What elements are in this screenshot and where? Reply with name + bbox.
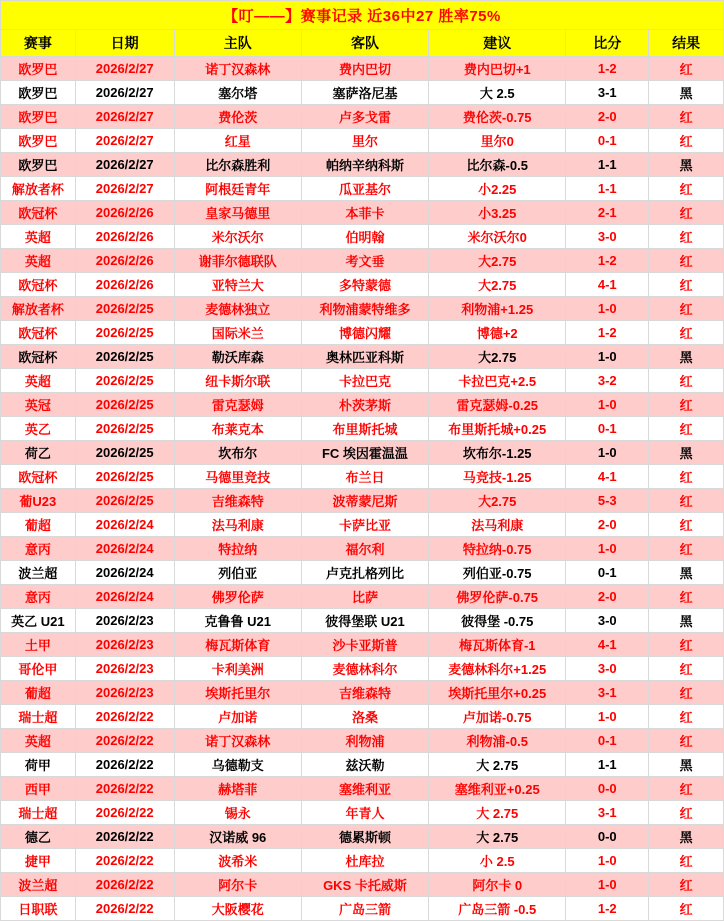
- cell-date: 2026/2/26: [75, 225, 174, 249]
- table-row: [1, 249, 724, 273]
- cell-advice: 比尔森-0.5: [429, 153, 566, 177]
- cell-home: 马德里竞技: [174, 465, 301, 489]
- cell-score: 0-0: [566, 825, 649, 849]
- cell-result: 红: [649, 321, 724, 345]
- cell-home: 比尔森胜利: [174, 153, 301, 177]
- table-row: [1, 105, 724, 129]
- cell-home: 坎布尔: [174, 441, 301, 465]
- cell-advice: 法马利康: [429, 513, 566, 537]
- cell-home: 布莱克本: [174, 417, 301, 441]
- cell-advice: 里尔0: [429, 129, 566, 153]
- cell-score: 4-1: [566, 465, 649, 489]
- cell-result: 红: [649, 537, 724, 561]
- cell-score: 2-0: [566, 585, 649, 609]
- cell-date: 2026/2/22: [75, 753, 174, 777]
- cell-home: 国际米兰: [174, 321, 301, 345]
- table-row: [1, 201, 724, 225]
- cell-home: 佛罗伦萨: [174, 585, 301, 609]
- cell-home: 谢菲尔德联队: [174, 249, 301, 273]
- table-row: [1, 657, 724, 681]
- cell-advice: 大 2.75: [429, 825, 566, 849]
- cell-date: 2026/2/25: [75, 489, 174, 513]
- cell-league: 英乙: [1, 417, 76, 441]
- cell-score: 2-1: [566, 201, 649, 225]
- cell-league: 欧冠杯: [1, 465, 76, 489]
- cell-date: 2026/2/24: [75, 537, 174, 561]
- cell-date: 2026/2/23: [75, 681, 174, 705]
- cell-result: 红: [649, 513, 724, 537]
- cell-league: 欧罗巴: [1, 105, 76, 129]
- cell-result: 红: [649, 801, 724, 825]
- cell-advice: 佛罗伦萨-0.75: [429, 585, 566, 609]
- cell-score: 1-0: [566, 873, 649, 897]
- cell-date: 2026/2/22: [75, 873, 174, 897]
- cell-date: 2026/2/22: [75, 849, 174, 873]
- cell-advice: 小 2.5: [429, 849, 566, 873]
- cell-away: 卢克扎格列比: [301, 561, 428, 585]
- cell-date: 2026/2/22: [75, 777, 174, 801]
- cell-score: 1-0: [566, 393, 649, 417]
- table-row: [1, 273, 724, 297]
- cell-away: 比萨: [301, 585, 428, 609]
- cell-league: 英超: [1, 369, 76, 393]
- cell-away: 本菲卡: [301, 201, 428, 225]
- table-row: [1, 129, 724, 153]
- column-header-home: 主队: [174, 30, 301, 57]
- cell-result: 红: [649, 225, 724, 249]
- cell-advice: 利物浦+1.25: [429, 297, 566, 321]
- cell-home: 勒沃库森: [174, 345, 301, 369]
- cell-advice: 费内巴切+1: [429, 57, 566, 81]
- cell-advice: 埃斯托里尔+0.25: [429, 681, 566, 705]
- cell-result: 红: [649, 369, 724, 393]
- cell-league: 欧冠杯: [1, 345, 76, 369]
- cell-date: 2026/2/24: [75, 513, 174, 537]
- cell-advice: 梅瓦斯体育-1: [429, 633, 566, 657]
- cell-away: 奥林匹亚科斯: [301, 345, 428, 369]
- cell-advice: 卡拉巴克+2.5: [429, 369, 566, 393]
- cell-result: 红: [649, 105, 724, 129]
- cell-date: 2026/2/25: [75, 465, 174, 489]
- cell-league: 瑞士超: [1, 801, 76, 825]
- cell-league: 葡超: [1, 513, 76, 537]
- table-row: [1, 825, 724, 849]
- cell-date: 2026/2/25: [75, 345, 174, 369]
- cell-result: 黑: [649, 345, 724, 369]
- column-header-result: 结果: [649, 30, 724, 57]
- cell-home: 费伦茨: [174, 105, 301, 129]
- cell-result: 红: [649, 849, 724, 873]
- cell-league: 解放者杯: [1, 297, 76, 321]
- cell-advice: 大2.75: [429, 249, 566, 273]
- cell-score: 4-1: [566, 273, 649, 297]
- cell-league: 欧罗巴: [1, 57, 76, 81]
- cell-result: 红: [649, 249, 724, 273]
- cell-league: 欧冠杯: [1, 321, 76, 345]
- cell-away: 利物浦: [301, 729, 428, 753]
- cell-away: 博德闪耀: [301, 321, 428, 345]
- table-row: [1, 465, 724, 489]
- cell-home: 卡利美洲: [174, 657, 301, 681]
- table-row: [1, 777, 724, 801]
- cell-score: 1-0: [566, 537, 649, 561]
- cell-score: 1-2: [566, 57, 649, 81]
- table-row: [1, 681, 724, 705]
- column-header-away: 客队: [301, 30, 428, 57]
- cell-away: 多特蒙德: [301, 273, 428, 297]
- cell-league: 葡超: [1, 681, 76, 705]
- cell-score: 1-1: [566, 753, 649, 777]
- cell-home: 埃斯托里尔: [174, 681, 301, 705]
- cell-home: 诺丁汉森林: [174, 729, 301, 753]
- cell-advice: 大 2.75: [429, 753, 566, 777]
- cell-date: 2026/2/22: [75, 825, 174, 849]
- cell-score: 0-1: [566, 129, 649, 153]
- cell-advice: 阿尔卡 0: [429, 873, 566, 897]
- cell-away: 沙卡亚斯普: [301, 633, 428, 657]
- cell-home: 麦德林独立: [174, 297, 301, 321]
- cell-advice: 小2.25: [429, 177, 566, 201]
- cell-league: 英超: [1, 729, 76, 753]
- cell-away: 卡拉巴克: [301, 369, 428, 393]
- cell-league: 哥伦甲: [1, 657, 76, 681]
- cell-home: 米尔沃尔: [174, 225, 301, 249]
- cell-advice: 大 2.5: [429, 81, 566, 105]
- table-row: [1, 153, 724, 177]
- cell-home: 皇家马德里: [174, 201, 301, 225]
- cell-date: 2026/2/22: [75, 801, 174, 825]
- cell-advice: 坎布尔-1.25: [429, 441, 566, 465]
- cell-league: 瑞士超: [1, 705, 76, 729]
- cell-advice: 塞维利亚+0.25: [429, 777, 566, 801]
- table-row: [1, 489, 724, 513]
- cell-home: 雷克瑟姆: [174, 393, 301, 417]
- cell-result: 红: [649, 873, 724, 897]
- cell-home: 克鲁鲁 U21: [174, 609, 301, 633]
- cell-home: 锡永: [174, 801, 301, 825]
- cell-league: 波兰超: [1, 873, 76, 897]
- cell-score: 1-1: [566, 153, 649, 177]
- table-row: [1, 705, 724, 729]
- cell-result: 红: [649, 777, 724, 801]
- cell-away: 布兰日: [301, 465, 428, 489]
- cell-league: 日职联: [1, 897, 76, 921]
- cell-away: 瓜亚基尔: [301, 177, 428, 201]
- cell-date: 2026/2/25: [75, 393, 174, 417]
- cell-away: 彼得堡联 U21: [301, 609, 428, 633]
- cell-result: 黑: [649, 561, 724, 585]
- cell-advice: 利物浦-0.5: [429, 729, 566, 753]
- cell-advice: 大2.75: [429, 489, 566, 513]
- cell-league: 土甲: [1, 633, 76, 657]
- cell-away: GKS 卡托威斯: [301, 873, 428, 897]
- cell-league: 荷乙: [1, 441, 76, 465]
- cell-score: 2-0: [566, 105, 649, 129]
- cell-league: 英冠: [1, 393, 76, 417]
- cell-score: 1-2: [566, 249, 649, 273]
- cell-score: 1-0: [566, 345, 649, 369]
- cell-score: 1-2: [566, 897, 649, 921]
- cell-advice: 费伦茨-0.75: [429, 105, 566, 129]
- cell-league: 英超: [1, 249, 76, 273]
- cell-advice: 小3.25: [429, 201, 566, 225]
- cell-home: 吉维森特: [174, 489, 301, 513]
- cell-result: 黑: [649, 441, 724, 465]
- table-header-row: [1, 30, 724, 57]
- cell-date: 2026/2/26: [75, 273, 174, 297]
- table-row: [1, 537, 724, 561]
- cell-league: 荷甲: [1, 753, 76, 777]
- cell-home: 法马利康: [174, 513, 301, 537]
- cell-date: 2026/2/22: [75, 705, 174, 729]
- column-header-date: 日期: [75, 30, 174, 57]
- cell-date: 2026/2/24: [75, 561, 174, 585]
- sheet-title-row: [1, 1, 724, 30]
- table-row: [1, 609, 724, 633]
- cell-away: 年青人: [301, 801, 428, 825]
- cell-result: 红: [649, 657, 724, 681]
- cell-result: 红: [649, 201, 724, 225]
- cell-date: 2026/2/23: [75, 609, 174, 633]
- cell-advice: 大 2.75: [429, 801, 566, 825]
- cell-date: 2026/2/25: [75, 417, 174, 441]
- cell-score: 3-0: [566, 609, 649, 633]
- cell-result: 红: [649, 897, 724, 921]
- cell-date: 2026/2/22: [75, 897, 174, 921]
- cell-home: 亚特兰大: [174, 273, 301, 297]
- cell-score: 3-1: [566, 801, 649, 825]
- cell-score: 1-2: [566, 321, 649, 345]
- cell-advice: 彼得堡 -0.75: [429, 609, 566, 633]
- cell-result: 红: [649, 681, 724, 705]
- cell-advice: 布里斯托城+0.25: [429, 417, 566, 441]
- cell-score: 2-0: [566, 513, 649, 537]
- cell-date: 2026/2/27: [75, 57, 174, 81]
- cell-score: 1-0: [566, 849, 649, 873]
- cell-home: 梅瓦斯体育: [174, 633, 301, 657]
- cell-league: 葡U23: [1, 489, 76, 513]
- cell-result: 红: [649, 585, 724, 609]
- column-header-score: 比分: [566, 30, 649, 57]
- cell-league: 德乙: [1, 825, 76, 849]
- cell-advice: 麦德林科尔+1.25: [429, 657, 566, 681]
- cell-away: 里尔: [301, 129, 428, 153]
- cell-home: 阿尔卡: [174, 873, 301, 897]
- table-row: [1, 753, 724, 777]
- table-row: [1, 873, 724, 897]
- cell-date: 2026/2/23: [75, 657, 174, 681]
- cell-date: 2026/2/23: [75, 633, 174, 657]
- cell-league: 意丙: [1, 537, 76, 561]
- cell-result: 红: [649, 489, 724, 513]
- table-row: [1, 393, 724, 417]
- column-header-advice: 建议: [429, 30, 566, 57]
- cell-result: 红: [649, 129, 724, 153]
- cell-date: 2026/2/27: [75, 177, 174, 201]
- cell-advice: 雷克瑟姆-0.25: [429, 393, 566, 417]
- column-header-league: 赛事: [1, 30, 76, 57]
- cell-date: 2026/2/27: [75, 129, 174, 153]
- cell-away: 帕纳辛纳科斯: [301, 153, 428, 177]
- cell-away: 吉维森特: [301, 681, 428, 705]
- cell-home: 纽卡斯尔联: [174, 369, 301, 393]
- cell-score: 3-1: [566, 681, 649, 705]
- cell-score: 0-1: [566, 561, 649, 585]
- cell-home: 红星: [174, 129, 301, 153]
- cell-date: 2026/2/22: [75, 729, 174, 753]
- cell-result: 黑: [649, 81, 724, 105]
- table-row: [1, 57, 724, 81]
- cell-away: 广岛三箭: [301, 897, 428, 921]
- cell-away: 德累斯顿: [301, 825, 428, 849]
- cell-away: 塞萨洛尼基: [301, 81, 428, 105]
- cell-score: 3-0: [566, 225, 649, 249]
- cell-league: 欧罗巴: [1, 81, 76, 105]
- cell-away: 洛桑: [301, 705, 428, 729]
- table-row: [1, 849, 724, 873]
- table-row: [1, 897, 724, 921]
- page-title: 【叮——】赛事记录 近36中27 胜率75%: [1, 1, 724, 30]
- cell-score: 1-0: [566, 297, 649, 321]
- cell-away: 波蒂蒙尼斯: [301, 489, 428, 513]
- cell-home: 诺丁汉森林: [174, 57, 301, 81]
- table-row: [1, 801, 724, 825]
- cell-result: 红: [649, 273, 724, 297]
- cell-home: 赫塔菲: [174, 777, 301, 801]
- cell-home: 列伯亚: [174, 561, 301, 585]
- cell-away: 卢多戈雷: [301, 105, 428, 129]
- cell-away: 考文垂: [301, 249, 428, 273]
- table-row: [1, 297, 724, 321]
- table-row: [1, 585, 724, 609]
- cell-result: 红: [649, 417, 724, 441]
- cell-score: 4-1: [566, 633, 649, 657]
- cell-away: 利物浦蒙特维多: [301, 297, 428, 321]
- cell-home: 波希米: [174, 849, 301, 873]
- cell-league: 欧罗巴: [1, 153, 76, 177]
- cell-result: 红: [649, 465, 724, 489]
- cell-score: 3-1: [566, 81, 649, 105]
- cell-score: 3-0: [566, 657, 649, 681]
- cell-date: 2026/2/27: [75, 105, 174, 129]
- cell-date: 2026/2/25: [75, 369, 174, 393]
- cell-score: 1-0: [566, 441, 649, 465]
- cell-home: 特拉纳: [174, 537, 301, 561]
- cell-away: FC 埃因霍温温: [301, 441, 428, 465]
- cell-date: 2026/2/25: [75, 321, 174, 345]
- cell-home: 塞尔塔: [174, 81, 301, 105]
- cell-league: 波兰超: [1, 561, 76, 585]
- cell-away: 朴茨茅斯: [301, 393, 428, 417]
- cell-advice: 广岛三箭 -0.5: [429, 897, 566, 921]
- cell-result: 黑: [649, 753, 724, 777]
- cell-away: 布里斯托城: [301, 417, 428, 441]
- cell-home: 卢加诺: [174, 705, 301, 729]
- cell-result: 黑: [649, 153, 724, 177]
- cell-result: 红: [649, 393, 724, 417]
- cell-home: 乌德勒支: [174, 753, 301, 777]
- cell-date: 2026/2/24: [75, 585, 174, 609]
- cell-advice: 特拉纳-0.75: [429, 537, 566, 561]
- cell-away: 兹沃勒: [301, 753, 428, 777]
- cell-score: 1-0: [566, 705, 649, 729]
- cell-score: 0-1: [566, 729, 649, 753]
- cell-result: 红: [649, 57, 724, 81]
- cell-advice: 大2.75: [429, 273, 566, 297]
- cell-away: 伯明翰: [301, 225, 428, 249]
- cell-date: 2026/2/27: [75, 81, 174, 105]
- cell-advice: 卢加诺-0.75: [429, 705, 566, 729]
- cell-home: 汉诺威 96: [174, 825, 301, 849]
- cell-score: 1-1: [566, 177, 649, 201]
- cell-date: 2026/2/27: [75, 153, 174, 177]
- cell-away: 杜库拉: [301, 849, 428, 873]
- cell-score: 5-3: [566, 489, 649, 513]
- cell-league: 意丙: [1, 585, 76, 609]
- cell-score: 3-2: [566, 369, 649, 393]
- cell-result: 黑: [649, 825, 724, 849]
- table-row: [1, 441, 724, 465]
- cell-league: 英乙 U21: [1, 609, 76, 633]
- cell-advice: 大2.75: [429, 345, 566, 369]
- table-row: [1, 513, 724, 537]
- cell-result: 红: [649, 633, 724, 657]
- cell-advice: 米尔沃尔0: [429, 225, 566, 249]
- table-row: [1, 729, 724, 753]
- cell-league: 欧罗巴: [1, 129, 76, 153]
- cell-home: 大阪樱花: [174, 897, 301, 921]
- cell-date: 2026/2/25: [75, 441, 174, 465]
- cell-result: 红: [649, 297, 724, 321]
- cell-league: 解放者杯: [1, 177, 76, 201]
- cell-date: 2026/2/26: [75, 201, 174, 225]
- cell-advice: 博德+2: [429, 321, 566, 345]
- cell-result: 红: [649, 177, 724, 201]
- cell-date: 2026/2/26: [75, 249, 174, 273]
- table-row: [1, 369, 724, 393]
- cell-away: 福尔利: [301, 537, 428, 561]
- cell-advice: 马竞技-1.25: [429, 465, 566, 489]
- table-row: [1, 81, 724, 105]
- table-row: [1, 225, 724, 249]
- table-row: [1, 321, 724, 345]
- cell-score: 0-0: [566, 777, 649, 801]
- cell-league: 欧冠杯: [1, 273, 76, 297]
- cell-date: 2026/2/25: [75, 297, 174, 321]
- cell-score: 0-1: [566, 417, 649, 441]
- cell-away: 费内巴切: [301, 57, 428, 81]
- cell-result: 红: [649, 705, 724, 729]
- table-row: [1, 417, 724, 441]
- cell-result: 黑: [649, 609, 724, 633]
- cell-league: 西甲: [1, 777, 76, 801]
- cell-away: 塞维利亚: [301, 777, 428, 801]
- table-row: [1, 177, 724, 201]
- cell-away: 卡萨比亚: [301, 513, 428, 537]
- cell-result: 红: [649, 729, 724, 753]
- table-row: [1, 561, 724, 585]
- cell-league: 捷甲: [1, 849, 76, 873]
- cell-away: 麦德林科尔: [301, 657, 428, 681]
- table-row: [1, 345, 724, 369]
- table-row: [1, 633, 724, 657]
- cell-league: 英超: [1, 225, 76, 249]
- cell-league: 欧冠杯: [1, 201, 76, 225]
- cell-home: 阿根廷青年: [174, 177, 301, 201]
- cell-advice: 列伯亚-0.75: [429, 561, 566, 585]
